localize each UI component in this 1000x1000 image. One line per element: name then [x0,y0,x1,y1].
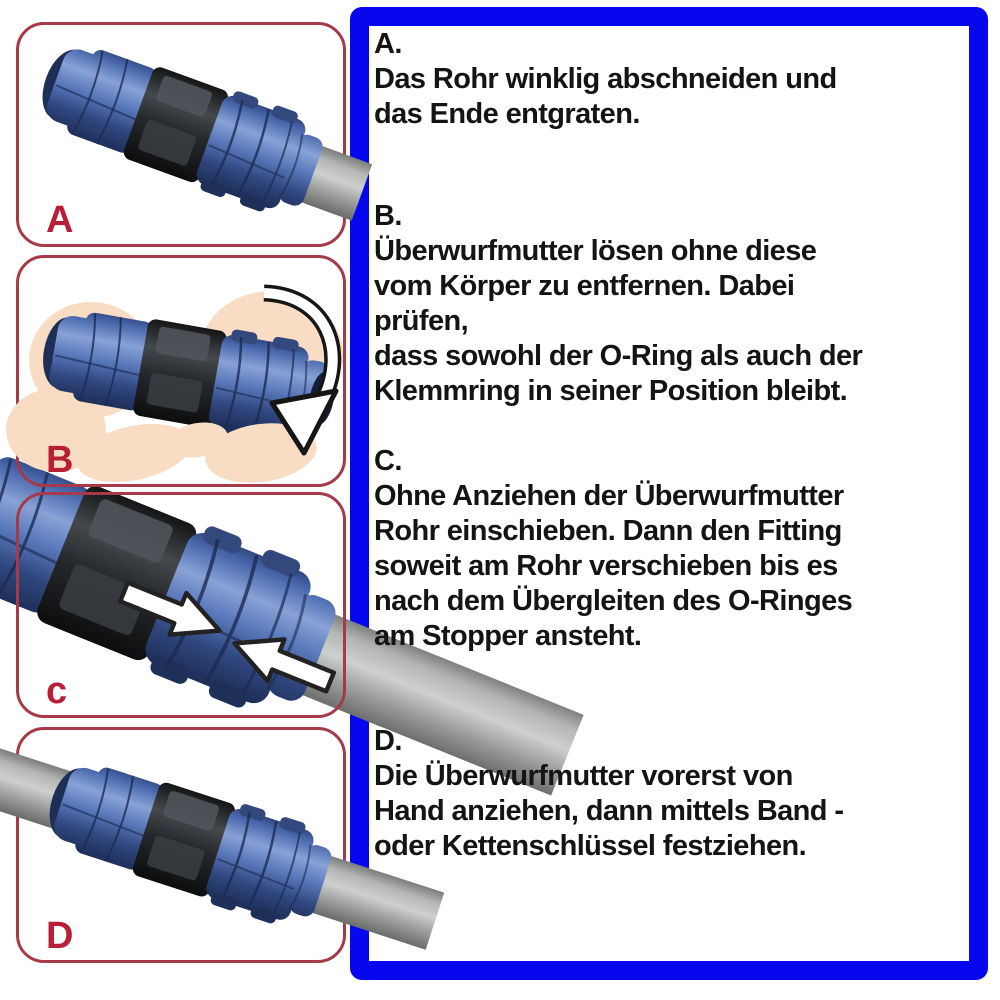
instruction-line: vom Körper zu entfernen. Dabei [374,270,795,302]
instruction-line: Hand anziehen, dann mittels Band - [374,795,844,827]
instruction-line: Überwurfmutter lösen ohne diese [374,235,817,267]
section-heading: B. [374,200,402,232]
instruction-line: Rohr einschieben. Dann den Fitting [374,515,842,547]
instruction-line: nach dem Übergleiten des O-Ringes [374,585,853,617]
instruction-line: prüfen, [374,305,469,337]
instruction-line: Klemmring in seiner Position bleibt. [374,375,848,407]
step-panel-c [16,492,346,718]
instruction-line: Das Rohr winklig abschneiden und [374,63,837,95]
section-heading: D. [374,725,402,757]
instruction-section-b [374,199,974,409]
step-label-a: A [46,199,74,241]
instruction-line: das Ende entgraten. [374,98,640,130]
step-label-b: B [46,439,74,481]
instruction-line: am Stopper ansteht. [374,620,642,652]
step-panel-a [16,22,346,247]
section-heading: C. [374,445,402,477]
instruction-line: dass sowohl der O-Ring als auch der [374,340,863,372]
instruction-line: oder Kettenschlüssel festziehen. [374,830,807,862]
instruction-line: Die Überwurfmutter vorerst von [374,760,793,792]
section-heading: A. [374,28,402,60]
instruction-section-d [374,724,974,864]
instruction-section-a [374,27,974,132]
instruction-line: Ohne Anziehen der Überwurfmutter [374,480,844,512]
instruction-section-c [374,444,974,654]
step-panel-b [16,255,346,487]
step-label-d: D [46,915,74,957]
step-panel-d [16,727,346,963]
step-label-c: c [46,670,68,712]
instruction-line: soweit am Rohr verschieben bis es [374,550,838,582]
